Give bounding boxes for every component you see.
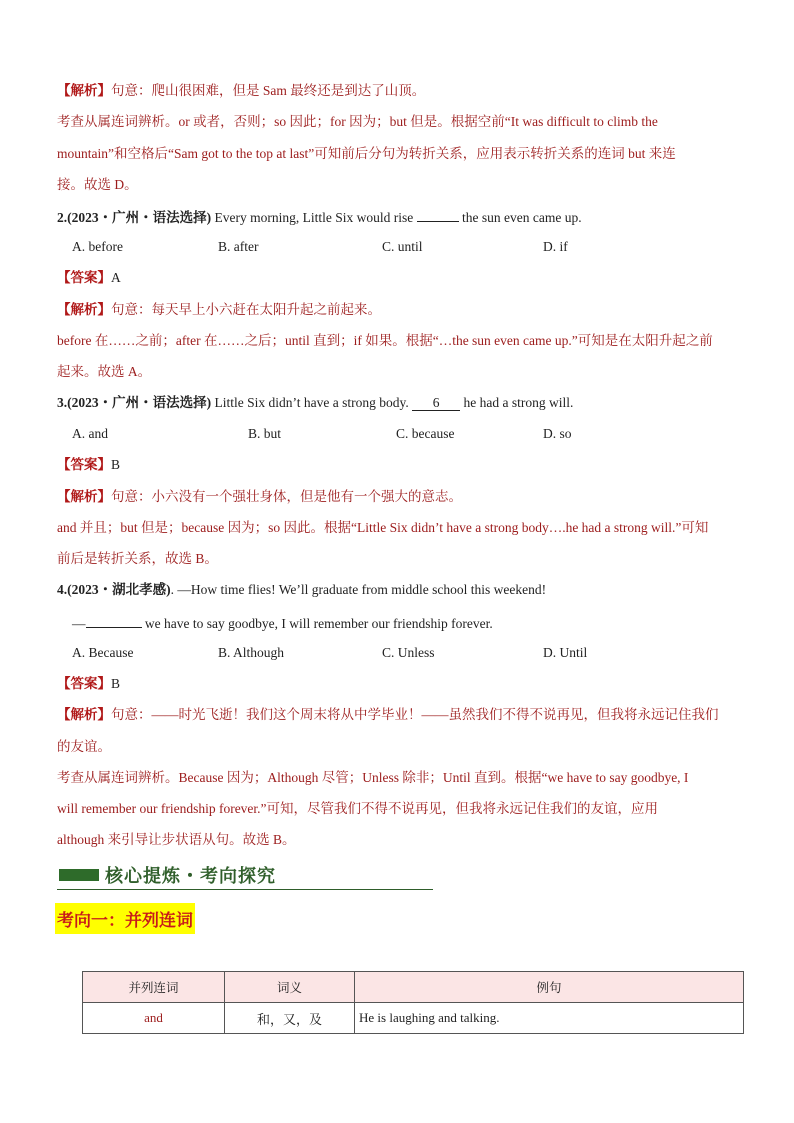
q3-answer: 【答案】B <box>57 457 121 472</box>
q1-explain-line3: mountain”和空格后“Sam got to the top at last”可知前后分句为转折关系，应用表示转折关系的连词 but 来连 <box>57 146 676 161</box>
table-header-meaning: 词义 <box>225 972 355 1003</box>
topic-heading: 考向一：并列连词 <box>55 903 195 934</box>
table-cell-word: and <box>83 1003 225 1034</box>
q2-explain-line3: 起来。故选 A。 <box>57 364 152 379</box>
q4-explain-line2: 的友谊。 <box>57 739 111 754</box>
q4-option-b: B. Although <box>218 645 285 660</box>
q3-explain-line1: 【解析】句意：小六没有一个强壮身体，但是他有一个强大的意志。 <box>57 489 462 504</box>
table-header-row <box>83 972 744 1003</box>
answer-blank: 6 <box>412 396 460 411</box>
q4-option-c: C. Unless <box>382 645 435 660</box>
q1-explain-line4: 接。故选 D。 <box>57 177 138 192</box>
table-header-conjunction: 并列连词 <box>83 972 225 1003</box>
q3-explain-line2: and 并且；but 但是；because 因为；so 因此。根据“Little Six didn’t have a strong body….he had a strong will.”可知 <box>57 520 709 535</box>
q3-explain-line3: 前后是转折关系，故选 B。 <box>57 551 218 566</box>
question-3-stem: 3.(2023・广州・语法选择) Little Six didn’t have a strong body. 6 he had a strong will. <box>57 395 574 410</box>
question-source: (2023・湖北孝感) <box>67 582 171 597</box>
table-row <box>83 1003 744 1034</box>
answer-blank <box>417 207 459 222</box>
q2-answer: 【答案】A <box>57 270 121 285</box>
question-4-stem-line2: — we have to say goodbye, I will remember our friendship forever. <box>72 613 493 633</box>
q3-option-d: D. so <box>543 426 572 441</box>
table-header-example: 例句 <box>355 972 744 1003</box>
question-4-stem: 4.(2023・湖北孝感). —How time flies! We’ll graduate from middle school this weekend! <box>57 582 547 597</box>
conjunction-table <box>82 971 744 1034</box>
section-title: 核心提炼・考向探究 <box>105 866 276 887</box>
explain-label: 【解析】 <box>57 83 111 98</box>
answer-blank <box>86 613 142 628</box>
q2-explain-line2: before 在……之前；after 在……之后；until 直到；if 如果。根据“…the sun even came up.”可知是在太阳升起之前 <box>57 333 713 348</box>
q4-answer: 【答案】B <box>57 676 121 691</box>
q3-option-b: B. but <box>248 426 282 441</box>
question-2-stem: 2.(2023・广州・语法选择) Every morning, Little Six would rise the sun even came up. <box>57 207 582 227</box>
q4-option-a: A. Because <box>72 645 134 660</box>
q4-explain-line3: 考查从属连词辨析。Because 因为；Although 尽管；Unless 除非；Until 直到。根据“we have to say goodbye, I <box>57 770 689 785</box>
question-source: (2023・广州・语法选择) <box>67 395 212 410</box>
q2-option-b: B. after <box>218 239 259 254</box>
q3-option-a: A. and <box>72 426 108 441</box>
q1-explain-line2: 考查从属连词辨析。or 或者，否则；so 因此；for 因为；but 但是。根据空前“It was difficult to climb the <box>57 114 658 129</box>
q4-option-d: D. Until <box>543 645 588 660</box>
table-cell-meaning: 和，又，及 <box>225 1003 355 1034</box>
section-heading <box>57 860 433 890</box>
q2-option-c: C. until <box>382 239 423 254</box>
q2-option-d: D. if <box>543 239 568 254</box>
section-bar-decoration <box>59 869 99 881</box>
q2-explain-line1: 【解析】句意：每天早上小六赶在太阳升起之前起来。 <box>57 302 381 317</box>
table-cell-example: He is laughing and talking. <box>355 1003 744 1034</box>
q4-explain-line1: 【解析】句意：——时光飞逝！我们这个周末将从中学毕业！——虽然我们不得不说再见，但我将永远记住我们 <box>57 707 719 722</box>
q3-option-c: C. because <box>396 426 455 441</box>
q1-explain-line1: 【解析】句意：爬山很困难，但是 Sam 最终还是到达了山顶。 <box>57 83 426 98</box>
q2-option-a: A. before <box>72 239 123 254</box>
question-source: (2023・广州・语法选择) <box>67 210 212 225</box>
q4-explain-line5: although 来引导让步状语从句。故选 B。 <box>57 832 296 847</box>
q4-explain-line4: will remember our friendship forever.”可知，尽管我们不得不说再见，但我将永远记住我们的友谊，应用 <box>57 801 659 816</box>
